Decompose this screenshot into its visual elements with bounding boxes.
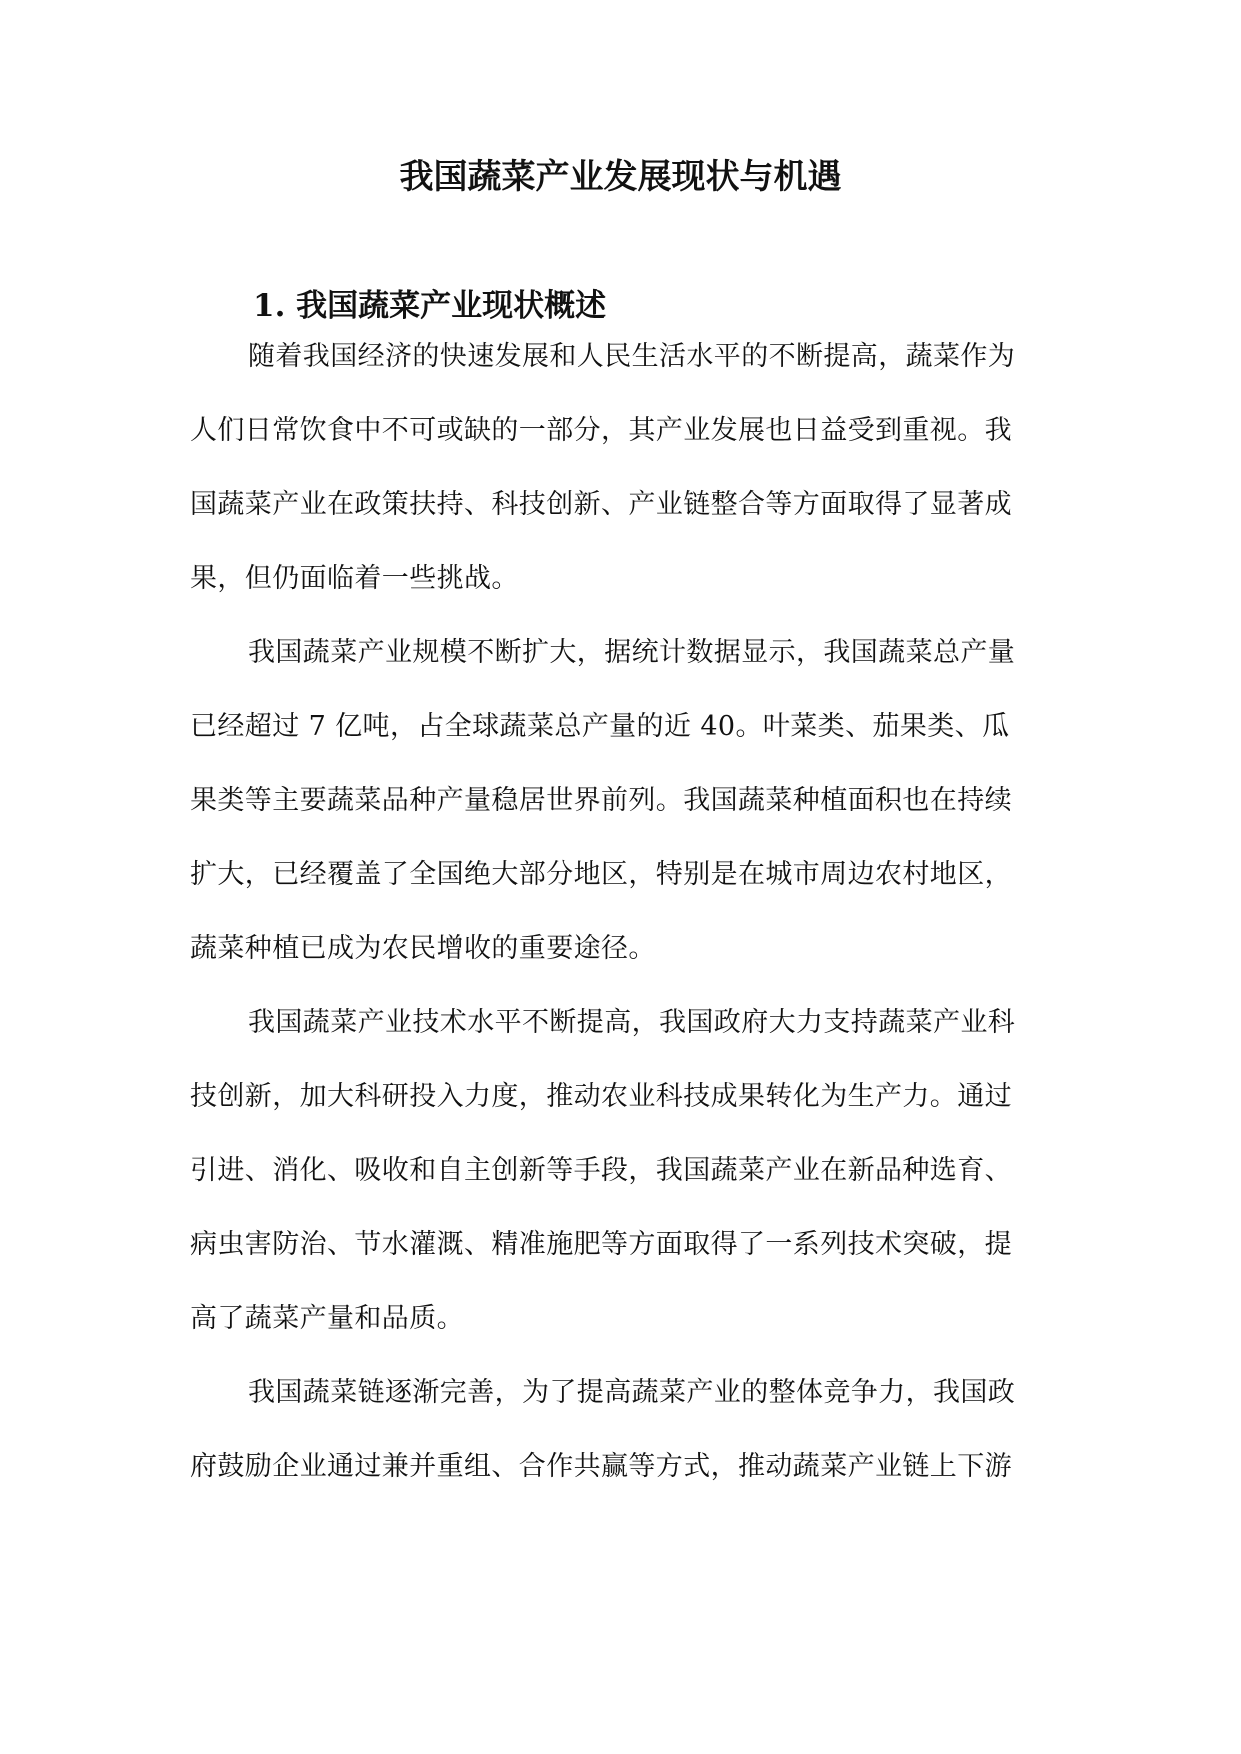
section-heading: 1. 我国蔬菜产业现状概述 — [253, 288, 607, 324]
paragraph-line: 蔬菜种植已成为农民增收的重要途径。 — [190, 933, 656, 964]
paragraph-3 — [190, 986, 1070, 1356]
paragraph-line: 果类等主要蔬菜品种产量稳居世界前列。我国蔬菜种植面积也在持续 — [190, 785, 1012, 816]
paragraph-line: 已经超过 7 亿吨，占全球蔬菜总产量的近 40。叶菜类、茄果类、瓜 — [190, 711, 1010, 742]
paragraph-line: 我国蔬菜产业技术水平不断提高，我国政府大力支持蔬菜产业科 — [248, 1007, 1016, 1038]
paragraph-line: 府鼓励企业通过兼并重组、合作共赢等方式，推动蔬菜产业链上下游 — [190, 1451, 1012, 1482]
paragraph-1 — [190, 320, 1070, 616]
paragraph-2 — [190, 616, 1070, 986]
paragraph-line: 高了蔬菜产量和品质。 — [190, 1303, 464, 1334]
paragraph-line: 引进、消化、吸收和自主创新等手段，我国蔬菜产业在新品种选育、 — [190, 1155, 1012, 1186]
document-title: 我国蔬菜产业发展现状与机遇 — [399, 157, 842, 197]
paragraph-4 — [190, 1356, 1070, 1504]
paragraph-line: 随着我国经济的快速发展和人民生活水平的不断提高，蔬菜作为 — [248, 341, 1016, 372]
paragraph-line: 果，但仍面临着一些挑战。 — [190, 563, 519, 594]
paragraph-line: 病虫害防治、节水灌溉、精准施肥等方面取得了一系列技术突破，提 — [190, 1229, 1012, 1260]
paragraph-line: 技创新，加大科研投入力度，推动农业科技成果转化为生产力。通过 — [190, 1081, 1012, 1112]
paragraph-line: 国蔬菜产业在政策扶持、科技创新、产业链整合等方面取得了显著成 — [190, 489, 1012, 520]
paragraph-line: 扩大，已经覆盖了全国绝大部分地区，特别是在城市周边农村地区， — [190, 859, 1012, 890]
paragraph-line: 人们日常饮食中不可或缺的一部分，其产业发展也日益受到重视。我 — [190, 415, 1012, 446]
paragraph-line: 我国蔬菜产业规模不断扩大，据统计数据显示，我国蔬菜总产量 — [248, 637, 1016, 668]
paragraph-line: 我国蔬菜链逐渐完善，为了提高蔬菜产业的整体竞争力，我国政 — [248, 1377, 1016, 1408]
